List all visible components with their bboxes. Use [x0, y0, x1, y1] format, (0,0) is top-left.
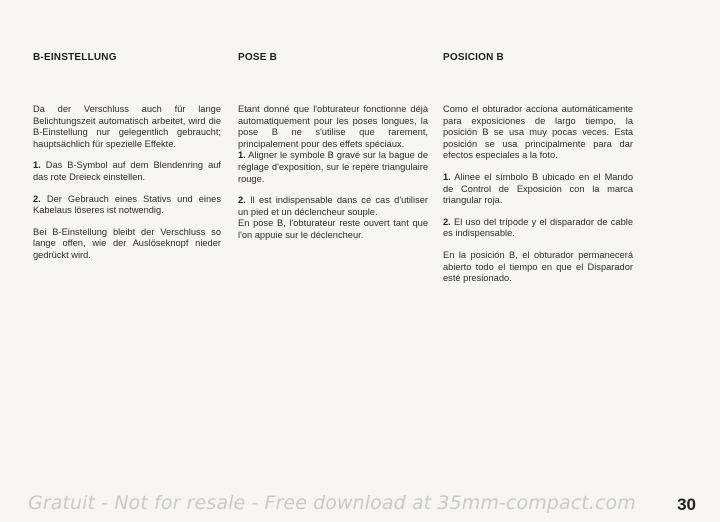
french-column	[238, 52, 428, 252]
spanish-step-2-text: El uso del trípode y el disparador de cable es indispensable.	[443, 216, 633, 239]
watermark-footer: Gratuit - Not for resale - Free download at 35mm-compact.com	[28, 492, 636, 514]
spanish-heading: POSICION B	[443, 52, 504, 63]
german-step-1-text: Das B-Symbol auf dem Blendenring auf das rote Dreieck einstellen.	[33, 160, 221, 182]
spanish-step-1-number: 1.	[443, 171, 451, 182]
french-step-1-text: Aligner le symbole B gravé sur la bague de réglage d'exposition, sur le repère triangulaire rouge.	[238, 150, 428, 184]
french-closing: En pose B, l'obturateur reste ouvert tant que l'on appuie sur le déclencheur.	[238, 218, 428, 240]
german-column	[33, 52, 221, 272]
spanish-column	[443, 52, 633, 295]
german-step-1	[33, 160, 221, 183]
french-step-2-number: 2.	[238, 195, 246, 206]
german-step-2-text: Der Gebrauch eines Stativs und eines Kabelaus löseres ist notwendig.	[33, 193, 221, 216]
spanish-step-1	[443, 172, 633, 207]
french-step-1-number: 1.	[238, 150, 246, 161]
spanish-closing: En la posición B, el obturador permanecerá abierto todo el tiempo en que el Disparador esté presionado.	[443, 249, 633, 284]
page-number: 30	[677, 495, 696, 514]
french-step-2-text: Il est indispensable dans ce cas d'utiliser un pied et un déclencheur souple.	[238, 195, 428, 217]
german-heading: B-EINSTELLUNG	[33, 52, 117, 63]
french-heading: POSE B	[238, 52, 277, 63]
french-step-2	[238, 195, 428, 218]
spanish-step-2-number: 2.	[443, 216, 451, 227]
german-step-1-number: 1.	[33, 160, 41, 171]
french-intro: Etant donné que l'obturateur fonctionne déjà automatiquement pour les poses longues, la pose B ne s'utilise que rarement, principalement pour des effets spéciaux.	[238, 104, 428, 149]
french-step-1	[238, 150, 428, 185]
german-step-2	[33, 194, 221, 217]
german-closing: Bei B-Einstellung bleibt der Verschluss so lange offen, wie der Auslöseknopf nieder gedrückt wird.	[33, 226, 221, 260]
spanish-step-1-text: Alinee el símbolo B ubicado en el Mando de Control de Exposición con la marca triangular roja.	[443, 171, 633, 206]
german-intro: Da der Verschluss auch für lange Belichtungszeit automatisch arbeitet, wird die B-Einstellung nur gelegentlich gebraucht; hauptsächlich für spezielle Effekte.	[33, 104, 221, 149]
german-step-2-number: 2.	[33, 193, 41, 204]
spanish-intro: Como el obturador acciona automáticamente para exposiciones de largo tiempo, la posición B se usa muy pocas veces. Esta posición se usa principalmente para dar efectos especiales a la foto.	[443, 104, 633, 161]
spanish-step-2	[443, 217, 633, 240]
